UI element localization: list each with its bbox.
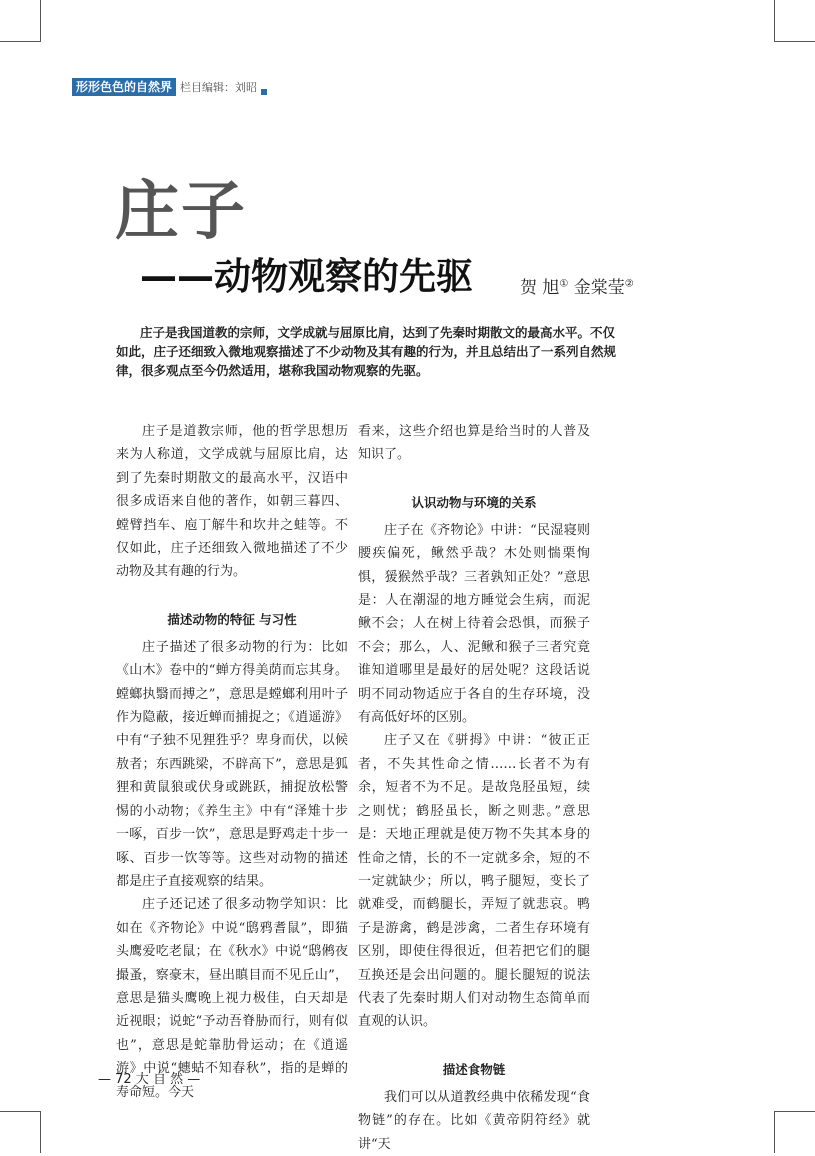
author-mark: ① bbox=[559, 278, 569, 290]
article-title: 庄子 bbox=[115, 175, 247, 249]
authors bbox=[520, 273, 634, 298]
paragraph: 庄子是道教宗师，他的哲学思想历来为人称道，文学成就与屈原比肩，达到了先秦时期散文的最高水平，汉语中很多成语来自他的著作，如朝三暮四、螳臂挡车、庖丁解牛和坎井之蛙等。不仅如此，庄子还细致入微地描述了不少动物及其有趣的行为。 bbox=[116, 424, 348, 580]
crop-mark bbox=[774, 0, 775, 42]
author-mark: ② bbox=[624, 278, 634, 290]
section-heading: 认识动物与环境的关系 bbox=[411, 494, 537, 510]
page-folio: — 72 大 自 然 — bbox=[98, 1072, 201, 1087]
section-heading: 描述食物链 bbox=[442, 1061, 506, 1077]
section-header bbox=[72, 77, 267, 97]
crop-mark bbox=[0, 41, 40, 42]
section-tag: 形形色色的自然界 bbox=[72, 78, 176, 96]
paragraph: 庄子还记述了很多动物学知识：比如在《齐物论》中说“鸱鸦耆鼠”，即猫头鹰爱吃老鼠；在《秋水》中说“鸱鸺夜撮蚤，察豪末，昼出瞋目而不见丘山”，意思是猫头鹰晚上视力极佳，白天却是近视眼；说蛇“予动吾脊胁而行，则有似也”，意思是蛇靠肋骨运动；在《逍遥游》中说“蟪蛄不知春秋”，指的是蝉的寿命短。今天 bbox=[116, 897, 348, 1100]
article-subtitle: ——动物观察的先驱 bbox=[140, 255, 473, 298]
crop-mark bbox=[774, 1111, 775, 1153]
paragraph: 庄子在《齐物论》中讲：“民湿寝则腰疾偏死，鳅然乎哉？木处则惴栗恂惧，猨猴然乎哉？三者孰知正处？”意思是：人在潮湿的地方睡觉会生病，而泥鳅不会；人在树上待着会恐惧，而猴子不会；那么，人、泥鳅和猴子三者究竟谁知道哪里是最好的居处呢？这段话说明不同动物适应于各自的生存环境，没有高低好坏的区别。 bbox=[358, 522, 590, 726]
decor-square bbox=[261, 89, 267, 95]
section-heading: 描述动物的特征 与习性 bbox=[167, 611, 297, 627]
right-column bbox=[358, 420, 590, 1156]
crop-mark bbox=[775, 41, 815, 42]
abstract: 庄子是我国道教的宗师，文学成就与屈原比肩，达到了先秦时期散文的最高水平。不仅如此，庄子还细致入微地观察描述了不少动物及其有趣的行为，并且总结出了一系列自然规律，很多观点至今仍然适用，堪称我国动物观察的先驱。 bbox=[116, 325, 617, 378]
author-name: 金棠莹 bbox=[573, 278, 625, 298]
author-name: 贺 旭 bbox=[520, 278, 560, 298]
crop-mark bbox=[40, 0, 41, 42]
paragraph: 看来，这些介绍也算是给当时的人普及知识了。 bbox=[358, 424, 590, 463]
paragraph: 我们可以从道教经典中依稀发现“食物链”的存在。比如《黄帝阴符经》就讲“天 bbox=[358, 1089, 590, 1152]
left-column bbox=[116, 420, 348, 1104]
crop-mark bbox=[0, 1111, 40, 1112]
paragraph: 庄子描述了很多动物的行为：比如《山木》卷中的“蝉方得美荫而忘其身。螳螂执翳而搏之”，意思是螳螂利用叶子作为隐蔽，接近蝉而捕捉之；《逍遥游》中有“子独不见狸狌乎？卑身而伏，以候敖者；东西跳梁，不辟高下”，意思是狐狸和黄鼠狼或伏身或跳跃，捕捉放松警惕的小动物；《养生主》中有“泽雉十步一啄，百步一饮”，意思是野鸡走十步一啄、百步一饮等等。这些对动物的描述都是庄子直接观察的结果。 bbox=[116, 639, 348, 889]
crop-mark bbox=[40, 1111, 41, 1153]
column-editor: 栏目编辑：刘昭 bbox=[180, 81, 258, 94]
paragraph: 庄子又在《骈拇》中讲：“彼正正者，不失其性命之情……长者不为有余，短者不为不足。是故凫胫虽短，续之则忧；鹤胫虽长，断之则悲。”意思是：天地正理就是使万物不失其本身的性命之情，长的不一定就多余，短的不一定就缺少；所以，鸭子腿短，变长了就难受，而鹤腿长，弄短了就悲哀。鸭子是游禽，鹤是涉禽，二者生存环境有区别，即使住得很近，但若把它们的腿互换还是会出问题的。腿长腿短的说法代表了先秦时期人们对动物生态简单而直观的认识。 bbox=[358, 733, 590, 1030]
crop-mark bbox=[775, 1111, 815, 1112]
